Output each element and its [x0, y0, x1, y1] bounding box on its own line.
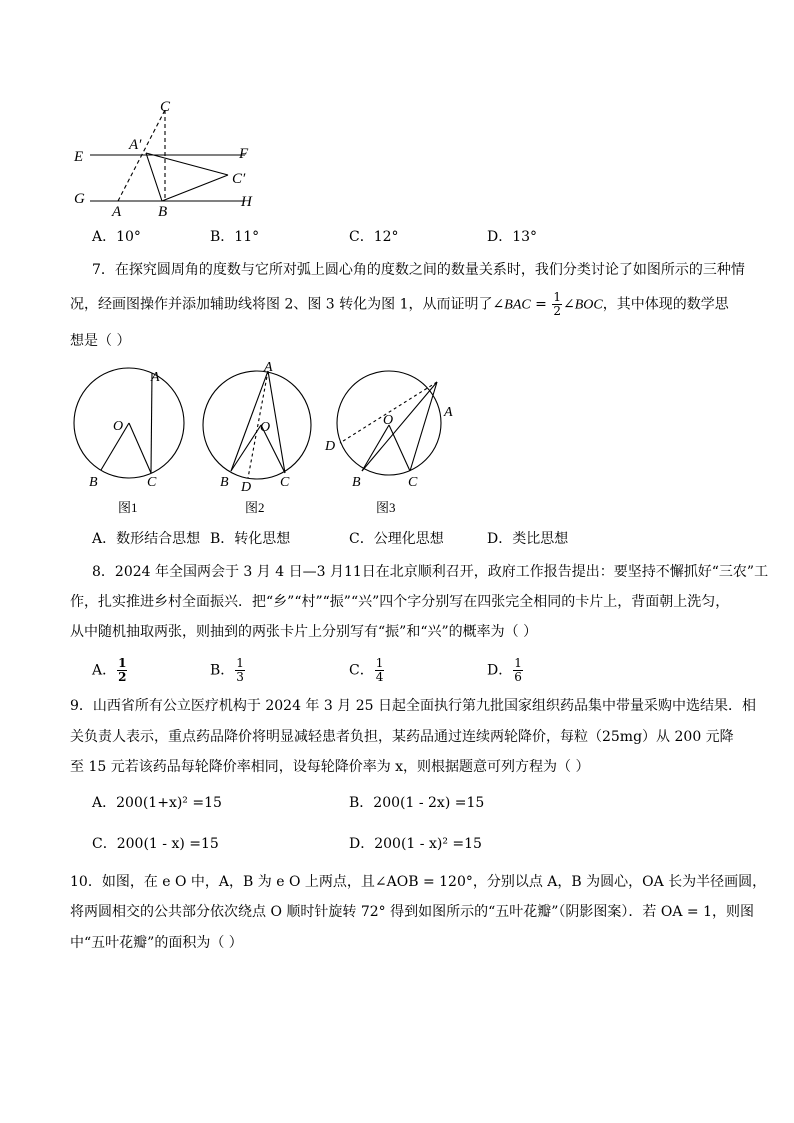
q7-fig2-label-d: D	[241, 480, 252, 495]
q7-fig3-label-o: O	[383, 413, 394, 428]
q6-label-h: H	[241, 194, 252, 210]
q9-option-b-expr: 200(1 - 2x) =15	[373, 795, 485, 811]
q7-fig1-label-c: C	[147, 475, 157, 490]
q6-label-c: C	[160, 99, 171, 115]
q7-text-line2	[70, 291, 729, 318]
q6-label-f: F	[239, 146, 249, 162]
q9-text-line1: 9．山西省所有公立医疗机构于 2024 年 3 月 25 日起全面执行第九批国家组织药品集中带量采购中选结果．相	[70, 698, 756, 714]
q8-text-line1: 8．2024 年全国两会于 3 月 4 日—3 月11日在北京顺利召开，政府工作报告提出：要坚持不懈抓好“三农”工	[92, 564, 769, 580]
q9-option-a-expr: 200(1+x)² =15	[116, 795, 222, 811]
q8-option-a: A． $\frac{1}{2}$	[92, 656, 127, 684]
q9-option-d-expr: 200(1 - x)² =15	[374, 836, 482, 852]
q9-text-line3: 至 15 元若该药品每轮降价率相同，设每轮降价率为 x，则根据题意可列方程为（ ）	[70, 759, 590, 775]
q7-figure-2	[195, 360, 325, 525]
q9-text-line2: 关负责人表示，重点药品降价将明显减轻患者负担，某药品通过连续两轮降价，每粒（25mg）从 200 元降	[70, 729, 734, 745]
q7-fig2-label-a: A	[264, 360, 273, 375]
q7-text-line2b: ，其中体现的数学思	[602, 296, 729, 313]
q7-formula-fraction	[552, 291, 562, 318]
q6-option-c: C．12°	[349, 229, 399, 245]
q6-label-b: B	[158, 204, 168, 220]
q8-option-d: D． $\frac{1}{6}$	[487, 656, 522, 684]
q7-option-a: A．数形结合思想	[92, 531, 201, 547]
q10-text-line1: 10．如图，在 e O 中，A，B 为 e O 上两点，且∠AOB = 120°，分别以点 A，B 为圆心，OA 长为半径画圆，	[70, 874, 767, 890]
q6-label-c-prime: C′	[232, 171, 246, 187]
q9-option-a: A．200(1+x)² =15	[92, 795, 222, 811]
q10-text-line2: 将两圆相交的公共部分依次绕点 O 顺时针旋转 72° 得到如图所示的“五叶花瓣”（阴影图案）．若 OA = 1，则图	[70, 904, 754, 920]
q7-fig2-label-o: O	[260, 420, 271, 435]
q7-frac-num: 1	[553, 290, 561, 304]
q7-formula-eq: =	[530, 296, 552, 313]
q7-option-d: D．类比思想	[487, 531, 569, 547]
q6-option-a: A．10°	[92, 229, 141, 245]
q6-option-b: B．11°	[210, 229, 260, 245]
q7-frac-den: 2	[553, 304, 561, 318]
q9-option-b: B．200(1 - 2x) =15	[349, 795, 485, 811]
q7-figure-3	[320, 360, 460, 525]
q10-text-line3: 中“五叶花瓣”的面积为（ ）	[70, 935, 243, 951]
q7-option-c: C．公理化思想	[349, 531, 444, 547]
q7-option-b: B．转化思想	[210, 531, 291, 547]
q6-figure	[60, 90, 280, 225]
q8-text-line3: 从中随机抽取两张，则抽到的两张卡片上分别写有“振”和“兴”的概率为（ ）	[70, 624, 538, 640]
q6-label-a-prime: A′	[129, 137, 142, 153]
q7-formula-rhs: ∠BOC	[562, 297, 603, 313]
q7-fig1-label-a: A	[151, 370, 160, 385]
q7-fig1-caption: 图1	[118, 500, 138, 515]
q9-option-c-expr: 200(1 - x) =15	[116, 836, 219, 852]
q7-fig2-caption: 图2	[245, 500, 265, 515]
q6-label-a: A	[112, 204, 122, 220]
q7-text-line3: 想是（ ）	[70, 333, 131, 349]
q8-option-c: C． $\frac{1}{4}$	[349, 656, 384, 684]
q6-label-e: E	[74, 149, 84, 165]
q7-figure-1	[65, 360, 200, 525]
q7-formula-lhs: ∠BAC	[492, 297, 531, 313]
q7-fig2-label-c: C	[280, 475, 290, 490]
q8-text-line2: 作，扎实推进乡村全面振兴．把“乡”“村”“振”“兴”四个字分别写在四张完全相同的卡片上，背面朝上洗匀，	[70, 594, 730, 610]
q7-fig1-label-o: O	[113, 419, 124, 434]
q7-fig3-label-b: B	[352, 475, 361, 490]
q7-fig3-label-d: D	[325, 439, 336, 454]
q7-text-line2a: 况，经画图操作并添加辅助线将图 2、图 3 转化为图 1，从而证明了	[70, 296, 493, 313]
q6-label-g: G	[74, 191, 85, 207]
q7-fig2-label-b: B	[220, 475, 229, 490]
q9-option-d: D．200(1 - x)² =15	[349, 836, 482, 852]
q8-option-b: B． $\frac{1}{3}$	[210, 656, 244, 684]
q6-option-d: D．13°	[487, 229, 538, 245]
q7-fig3-label-c: C	[408, 475, 418, 490]
q9-option-c: C．200(1 - x) =15	[92, 836, 219, 852]
q7-fig3-label-a: A	[444, 405, 453, 420]
q7-fig1-label-b: B	[89, 475, 98, 490]
q7-text-line1: 7．在探究圆周角的度数与它所对弧上圆心角的度数之间的数量关系时，我们分类讨论了如图所示的三种情	[92, 262, 745, 278]
q7-fig3-caption: 图3	[376, 500, 396, 515]
